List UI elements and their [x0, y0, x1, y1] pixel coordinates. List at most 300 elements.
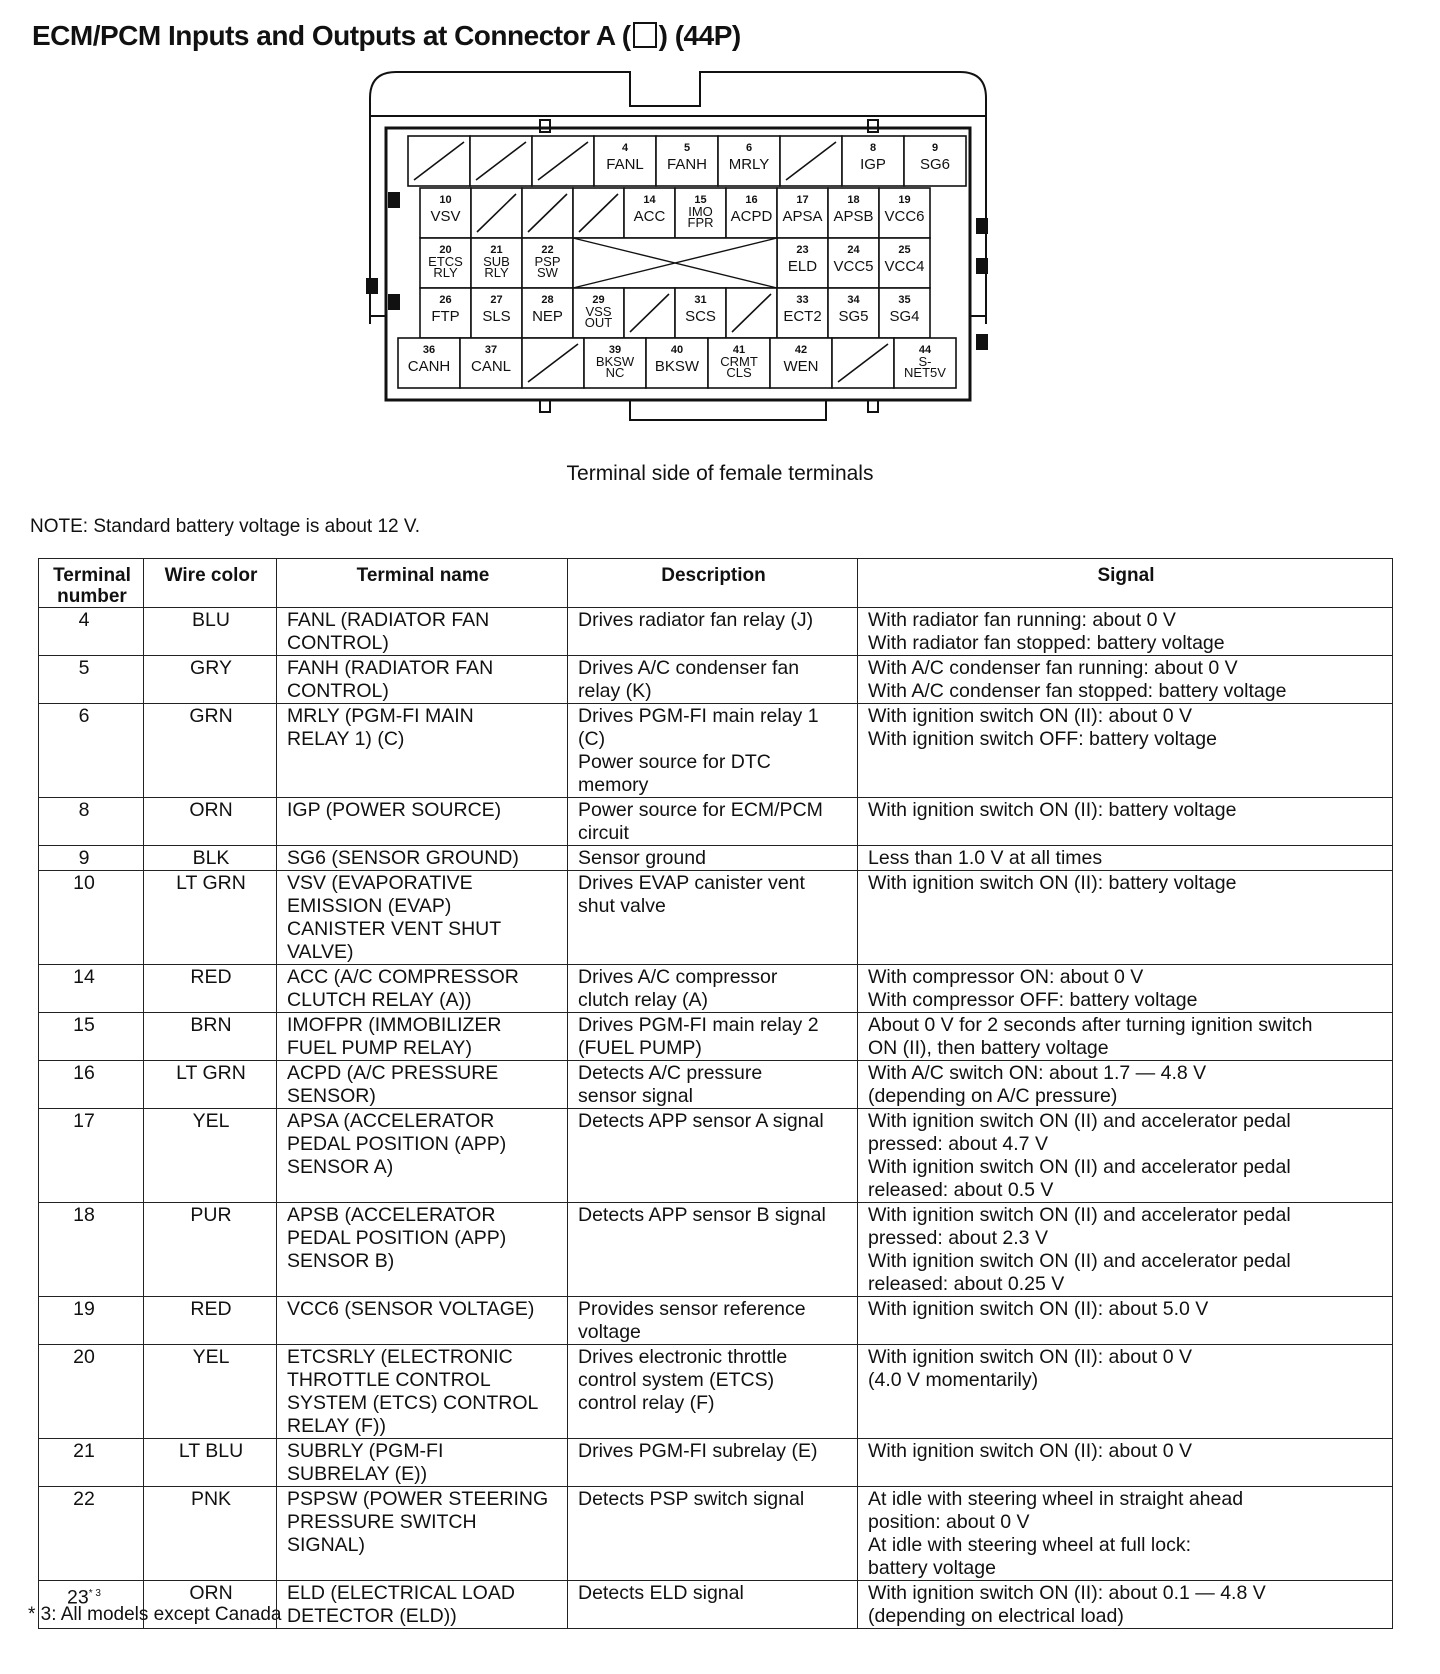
connector-symbol-icon — [633, 22, 657, 48]
description — [568, 1439, 858, 1487]
signal-line: About 0 V for 2 seconds after turning ignition switch — [868, 1014, 1313, 1036]
signal — [858, 1297, 1393, 1345]
terminal-name — [277, 1297, 568, 1345]
wire-color-value: ORN — [189, 1582, 233, 1604]
wire-color — [144, 846, 277, 871]
description — [568, 798, 858, 846]
terminal-name — [277, 1345, 568, 1439]
latch-right-top — [976, 218, 988, 234]
signal — [858, 846, 1393, 871]
terminal-number — [39, 871, 144, 965]
pin-label: SG4 — [889, 308, 920, 325]
terminal-name-line: APSA (ACCELERATOR — [287, 1110, 495, 1132]
terminal-name-line: FUEL PUMP RELAY) — [287, 1037, 472, 1059]
signal-line: (4.0 V momentarily) — [868, 1369, 1039, 1391]
pin-label: SG5 — [838, 308, 869, 325]
terminal-name-line: ETCSRLY (ELECTRONIC — [287, 1346, 513, 1368]
signal-line: With ignition switch ON (II): about 0.1 — 4.8 V — [868, 1582, 1266, 1604]
terminal-name-line: APSB (ACCELERATOR — [287, 1204, 496, 1226]
header-signal: Signal — [858, 559, 1393, 608]
table-row — [39, 1487, 1393, 1581]
pin-label: APSB — [833, 208, 874, 225]
latch-left — [366, 278, 378, 294]
terminal-name — [277, 1487, 568, 1581]
pin-number: 14 — [643, 194, 656, 206]
pin-number: 29 — [592, 294, 605, 306]
bottom-tab-left — [540, 400, 550, 412]
pin-number: 27 — [490, 294, 503, 306]
description-line: Detects A/C pressure — [578, 1062, 763, 1084]
terminal-name-line: FANL (RADIATOR FAN — [287, 609, 490, 631]
table-row — [39, 656, 1393, 704]
pin-label: SW — [537, 265, 558, 280]
description-line: shut valve — [578, 895, 666, 917]
terminal-number-value: 6 — [78, 705, 90, 727]
table-row — [39, 965, 1393, 1013]
terminal-number — [39, 704, 144, 798]
signal-line: pressed: about 4.7 V — [868, 1133, 1048, 1155]
description — [568, 1581, 858, 1629]
terminal-number — [39, 965, 144, 1013]
table-row — [39, 1439, 1393, 1487]
signal-line: With radiator fan stopped: battery voltage — [868, 632, 1225, 654]
signal-line: With ignition switch ON (II) and accelerator pedal — [868, 1250, 1291, 1272]
wire-color — [144, 1203, 277, 1297]
terminal-name-line: ACPD (A/C PRESSURE — [287, 1062, 499, 1084]
description — [568, 871, 858, 965]
terminal-name-line: VCC6 (SENSOR VOLTAGE) — [287, 1298, 535, 1320]
terminal-name — [277, 1013, 568, 1061]
pin-number: 36 — [422, 344, 436, 356]
terminal-number — [39, 1297, 144, 1345]
wire-color — [144, 1345, 277, 1439]
pin-number: 8 — [869, 142, 877, 154]
table-row — [39, 1061, 1393, 1109]
wire-color — [144, 871, 277, 965]
connector-row — [398, 338, 956, 388]
pin-number: 33 — [796, 294, 809, 306]
pin-label: SCS — [685, 308, 716, 325]
pin-number: 23 — [796, 244, 809, 256]
description-line: voltage — [578, 1321, 641, 1343]
terminal-name — [277, 1061, 568, 1109]
signal-line: pressed: about 2.3 V — [868, 1227, 1048, 1249]
wire-color-value: BLK — [192, 847, 230, 869]
description-line: memory — [578, 774, 649, 796]
description-line: Drives PGM-FI main relay 2 — [578, 1014, 819, 1036]
signal — [858, 1345, 1393, 1439]
pin-label: MRLY — [728, 156, 770, 173]
table-header-row — [39, 559, 1393, 608]
terminal-name-line: CONTROL) — [287, 632, 389, 654]
description-line: Detects APP sensor A signal — [578, 1110, 824, 1132]
terminal-number — [39, 798, 144, 846]
terminal-number-value: 22 — [73, 1488, 95, 1510]
table-row — [39, 1203, 1393, 1297]
terminal-name-line: VALVE) — [287, 941, 354, 963]
pin-label: ELD — [787, 258, 818, 275]
signal-line: With ignition switch ON (II): about 0 V — [868, 1440, 1193, 1462]
signal-line: With ignition switch OFF: battery voltage — [868, 728, 1217, 750]
signal-line: With ignition switch ON (II): battery voltage — [868, 799, 1237, 821]
pin-label: ETCS — [428, 254, 463, 269]
signal-line: Less than 1.0 V at all times — [868, 847, 1103, 869]
wire-color-value: GRY — [190, 657, 232, 679]
wire-color — [144, 1439, 277, 1487]
wire-color-value: BRN — [190, 1014, 232, 1036]
pin-number: 44 — [918, 344, 932, 356]
table-row — [39, 1345, 1393, 1439]
terminal-name — [277, 965, 568, 1013]
pin-label: CLS — [726, 365, 752, 380]
description-line: Drives electronic throttle — [578, 1346, 788, 1368]
pin-number: 37 — [484, 344, 498, 356]
description — [568, 656, 858, 704]
signal-line: With ignition switch ON (II) and accelerator pedal — [868, 1204, 1291, 1226]
description — [568, 1297, 858, 1345]
terminal-number-value: 10 — [73, 872, 95, 894]
pin-number: 26 — [439, 294, 452, 306]
wire-color-value: YEL — [192, 1346, 230, 1368]
signal-line: With radiator fan running: about 0 V — [868, 609, 1176, 631]
terminal-table — [38, 558, 1393, 1629]
table-row — [39, 1297, 1393, 1345]
description-line: relay (K) — [578, 680, 652, 702]
note: NOTE: Standard battery voltage is about 12 V. — [30, 516, 421, 537]
terminal-number — [39, 1345, 144, 1439]
pin-label: ACC — [633, 208, 666, 225]
pin-number: 40 — [670, 344, 684, 356]
pin-label: CANL — [470, 358, 512, 375]
wire-color — [144, 1061, 277, 1109]
pin-label: S- — [918, 354, 932, 369]
footnote: * 3: All models except Canada — [28, 1604, 282, 1625]
terminal-name-line: EMISSION (EVAP) — [287, 895, 452, 917]
terminal-name-line: IGP (POWER SOURCE) — [287, 799, 502, 821]
terminal-name-line: PRESSURE SWITCH — [287, 1511, 477, 1533]
description — [568, 1345, 858, 1439]
terminal-name-line: SYSTEM (ETCS) CONTROL — [287, 1392, 539, 1414]
wire-color-value: PUR — [190, 1204, 232, 1226]
description-line: sensor signal — [578, 1085, 693, 1107]
terminal-name-line: SUBRLY (PGM-FI — [287, 1440, 444, 1462]
pin-label: RLY — [433, 265, 458, 280]
diagram-caption: Terminal side of female terminals — [566, 462, 874, 485]
description-line: Drives PGM-FI subrelay (E) — [578, 1440, 818, 1462]
terminal-number-value: 18 — [73, 1204, 95, 1226]
wire-color-value: RED — [190, 966, 232, 988]
pin-number: 31 — [694, 294, 707, 306]
description — [568, 965, 858, 1013]
terminal-name — [277, 704, 568, 798]
signal-line: With A/C condenser fan running: about 0 V — [868, 657, 1238, 679]
signal-line: (depending on A/C pressure) — [868, 1085, 1118, 1107]
wire-color-value: PNK — [190, 1488, 232, 1510]
latch-right-lower — [976, 334, 988, 350]
terminal-name-line: SIGNAL) — [287, 1534, 366, 1556]
description — [568, 846, 858, 871]
terminal-number — [39, 608, 144, 656]
signal — [858, 656, 1393, 704]
description-line: Drives EVAP canister vent — [578, 872, 805, 894]
signal — [858, 1487, 1393, 1581]
table-row — [39, 1109, 1393, 1203]
pin-number: 42 — [794, 344, 808, 356]
signal — [858, 1013, 1393, 1061]
terminal-name-line: IMOFPR (IMMOBILIZER — [287, 1014, 502, 1036]
pin-label: VCC6 — [884, 208, 925, 225]
signal-line: With ignition switch ON (II): battery voltage — [868, 872, 1237, 894]
description — [568, 1061, 858, 1109]
pin-number: 35 — [898, 294, 911, 306]
terminal-number-value: 17 — [73, 1110, 95, 1132]
wire-color-value: RED — [190, 1298, 232, 1320]
signal-line: released: about 0.5 V — [868, 1179, 1054, 1201]
pin-number: 16 — [745, 194, 758, 206]
pin-number: 39 — [608, 344, 622, 356]
terminal-name — [277, 1109, 568, 1203]
pin-label: BKSW — [654, 358, 700, 375]
description-line: control system (ETCS) — [578, 1369, 775, 1391]
terminal-name-line: PSPSW (POWER STEERING — [287, 1488, 549, 1510]
terminal-name — [277, 846, 568, 871]
pin-label: VSS — [585, 304, 612, 319]
header-wire-color: Wire color — [144, 559, 277, 608]
wire-color-value: YEL — [192, 1110, 230, 1132]
terminal-name-line: SUBRELAY (E)) — [287, 1463, 428, 1485]
pin-label: FTP — [431, 308, 460, 325]
description-line: Provides sensor reference — [578, 1298, 806, 1320]
pin-number: 41 — [732, 344, 746, 356]
description-line: Drives PGM-FI main relay 1 — [578, 705, 819, 727]
wire-color — [144, 1487, 277, 1581]
signal-line: released: about 0.25 V — [868, 1273, 1065, 1295]
terminal-number — [39, 656, 144, 704]
pin-label: IGP — [860, 156, 886, 173]
wire-color — [144, 608, 277, 656]
pin-number: 9 — [931, 142, 939, 154]
signal-line: With ignition switch ON (II) and accelerator pedal — [868, 1110, 1291, 1132]
terminal-name-line: RELAY (F)) — [287, 1415, 386, 1437]
wire-color-value: GRN — [189, 705, 233, 727]
terminal-name-line: SENSOR A) — [287, 1156, 394, 1178]
terminal-name-line: CONTROL) — [287, 680, 389, 702]
terminal-name — [277, 1439, 568, 1487]
signal-line: (depending on electrical load) — [868, 1605, 1124, 1627]
description-line: Power source for DTC — [578, 751, 771, 773]
terminal-name — [277, 871, 568, 965]
signal — [858, 1109, 1393, 1203]
description-line: Drives A/C compressor — [578, 966, 778, 988]
pin-label: NEP — [532, 308, 563, 325]
terminal-number — [39, 846, 144, 871]
terminal-name — [277, 608, 568, 656]
terminal-number — [39, 1487, 144, 1581]
wire-color — [144, 1109, 277, 1203]
description — [568, 704, 858, 798]
signal-line: With ignition switch ON (II): about 0 V — [868, 705, 1193, 727]
terminal-name-line: ELD (ELECTRICAL LOAD — [287, 1582, 515, 1604]
signal — [858, 1581, 1393, 1629]
wire-color-value: LT GRN — [176, 1062, 246, 1084]
terminal-number-value: 8 — [78, 799, 90, 821]
description-line: (C) — [578, 728, 606, 750]
terminal-name-line: THROTTLE CONTROL — [287, 1369, 491, 1391]
signal-line: At idle with steering wheel at full lock: — [868, 1534, 1191, 1556]
pin-label: SLS — [482, 308, 511, 325]
terminal-name-line: SENSOR B) — [287, 1250, 395, 1272]
pin-label: VSV — [430, 208, 461, 225]
signal — [858, 1061, 1393, 1109]
latch-left-bottom — [388, 294, 400, 310]
table-row — [39, 1013, 1393, 1061]
pin-label: OUT — [584, 315, 613, 330]
terminal-name — [277, 656, 568, 704]
pin-number: 18 — [847, 194, 860, 206]
terminal-name-line: CLUTCH RELAY (A)) — [287, 989, 472, 1011]
table-row — [39, 798, 1393, 846]
terminal-number-value: 4 — [78, 609, 90, 631]
pin-number: 20 — [439, 244, 452, 256]
page-title: ECM/PCM Inputs and Outputs at Connector A ( ) (44P) — [32, 20, 741, 51]
terminal-name-line: FANH (RADIATOR FAN — [287, 657, 494, 679]
pin-label: NC — [605, 365, 625, 380]
terminal-name-line: SENSOR) — [287, 1085, 376, 1107]
wire-color-value: LT GRN — [176, 872, 246, 894]
pin-number: 6 — [745, 142, 753, 154]
signal — [858, 871, 1393, 965]
signal-line: With ignition switch ON (II): about 0 V — [868, 1346, 1193, 1368]
terminal-number — [39, 1203, 144, 1297]
connector-row — [408, 136, 966, 186]
wire-color — [144, 965, 277, 1013]
terminal-number-value: 20 — [73, 1346, 95, 1368]
pin-label: VCC5 — [833, 258, 874, 275]
terminal-name — [277, 1581, 568, 1629]
terminal-name-line: DETECTOR (ELD)) — [287, 1605, 457, 1627]
pin-label: FANH — [666, 156, 708, 173]
table-row — [39, 846, 1393, 871]
pin-label: FANL — [606, 156, 644, 173]
description-line: clutch relay (A) — [578, 989, 709, 1011]
connector-row — [420, 238, 930, 288]
pin-label: NET5V — [904, 365, 946, 380]
description-line: circuit — [578, 822, 629, 844]
connector-row — [420, 288, 930, 338]
description-line: Drives A/C condenser fan — [578, 657, 800, 679]
pin-label: PSP — [534, 254, 561, 269]
pin-number: 22 — [541, 244, 554, 256]
pin-number: 10 — [439, 194, 452, 206]
description-line: Detects ELD signal — [578, 1582, 744, 1604]
pin-label: ACPD — [730, 208, 773, 225]
pin-label: CANH — [407, 358, 451, 375]
pin-number: 15 — [694, 194, 707, 206]
pin-label: FPR — [687, 215, 714, 230]
terminal-name-line: MRLY (PGM-FI MAIN — [287, 705, 474, 727]
pin-label: IMO — [688, 204, 713, 219]
header-terminal-number: Terminal number — [39, 559, 144, 608]
connector-diagram — [350, 68, 1030, 448]
description — [568, 1109, 858, 1203]
terminal-number-value: 14 — [73, 966, 95, 988]
pin-label: VCC4 — [884, 258, 925, 275]
pin-label: BKSW — [595, 354, 635, 369]
connector-row — [420, 188, 930, 238]
description — [568, 1013, 858, 1061]
pin-number: 4 — [621, 142, 629, 154]
terminal-number-value: 21 — [73, 1440, 95, 1462]
table-row — [39, 704, 1393, 798]
wire-color — [144, 1013, 277, 1061]
terminal-name-line: PEDAL POSITION (APP) — [287, 1227, 507, 1249]
wire-color-value: BLU — [192, 609, 230, 631]
header-terminal-name: Terminal name — [277, 559, 568, 608]
terminal-name-line: CANISTER VENT SHUT — [287, 918, 502, 940]
terminal-number — [39, 1013, 144, 1061]
wire-color-value: LT BLU — [178, 1440, 244, 1462]
terminal-number — [39, 1061, 144, 1109]
wire-color — [144, 798, 277, 846]
pin-label: SUB — [483, 254, 510, 269]
terminal-name — [277, 798, 568, 846]
signal — [858, 798, 1393, 846]
pin-number: 28 — [541, 294, 554, 306]
table-row — [39, 608, 1393, 656]
pin-label: APSA — [782, 208, 823, 225]
wire-color — [144, 656, 277, 704]
terminal-number-value: 23 — [67, 1586, 89, 1609]
description-line: control relay (F) — [578, 1392, 715, 1414]
terminal-number — [39, 1109, 144, 1203]
terminal-name-line: SG6 (SENSOR GROUND) — [287, 847, 519, 869]
pin-label: RLY — [484, 265, 509, 280]
signal-line: With ignition switch ON (II) and accelerator pedal — [868, 1156, 1291, 1178]
terminal-number-value: 5 — [78, 657, 90, 679]
latch-left-top — [388, 192, 400, 208]
wire-color — [144, 1297, 277, 1345]
signal-line: With ignition switch ON (II): about 5.0 V — [868, 1298, 1209, 1320]
description-line: Sensor ground — [578, 847, 706, 869]
terminal-name — [277, 1203, 568, 1297]
pin-label: SG6 — [919, 156, 951, 173]
signal-line: With A/C switch ON: about 1.7 — 4.8 V — [868, 1062, 1207, 1084]
terminal-name-line: VSV (EVAPORATIVE — [287, 872, 473, 894]
terminal-number-value: 19 — [73, 1298, 95, 1320]
description — [568, 1203, 858, 1297]
wire-color-value: ORN — [189, 799, 233, 821]
signal-line: With compressor ON: about 0 V — [868, 966, 1144, 988]
signal-line: With compressor OFF: battery voltage — [868, 989, 1198, 1011]
description-line: (FUEL PUMP) — [578, 1037, 702, 1059]
description-line: Drives radiator fan relay (J) — [578, 609, 814, 631]
signal-line: At idle with steering wheel in straight ahead — [868, 1488, 1244, 1510]
signal-line: ON (II), then battery voltage — [868, 1037, 1109, 1059]
pin-number: 25 — [898, 244, 911, 256]
signal — [858, 965, 1393, 1013]
pin-number: 24 — [847, 244, 860, 256]
wire-color — [144, 704, 277, 798]
pin-number: 19 — [898, 194, 911, 206]
signal — [858, 704, 1393, 798]
terminal-name-line: PEDAL POSITION (APP) — [287, 1133, 507, 1155]
pin-number: 17 — [796, 194, 809, 206]
footnote-ref: * 3 — [88, 1588, 101, 1599]
pin-number: 5 — [683, 142, 691, 154]
pin-number: 34 — [847, 294, 860, 306]
bottom-key — [630, 400, 826, 420]
description-line: Power source for ECM/PCM — [578, 799, 823, 821]
